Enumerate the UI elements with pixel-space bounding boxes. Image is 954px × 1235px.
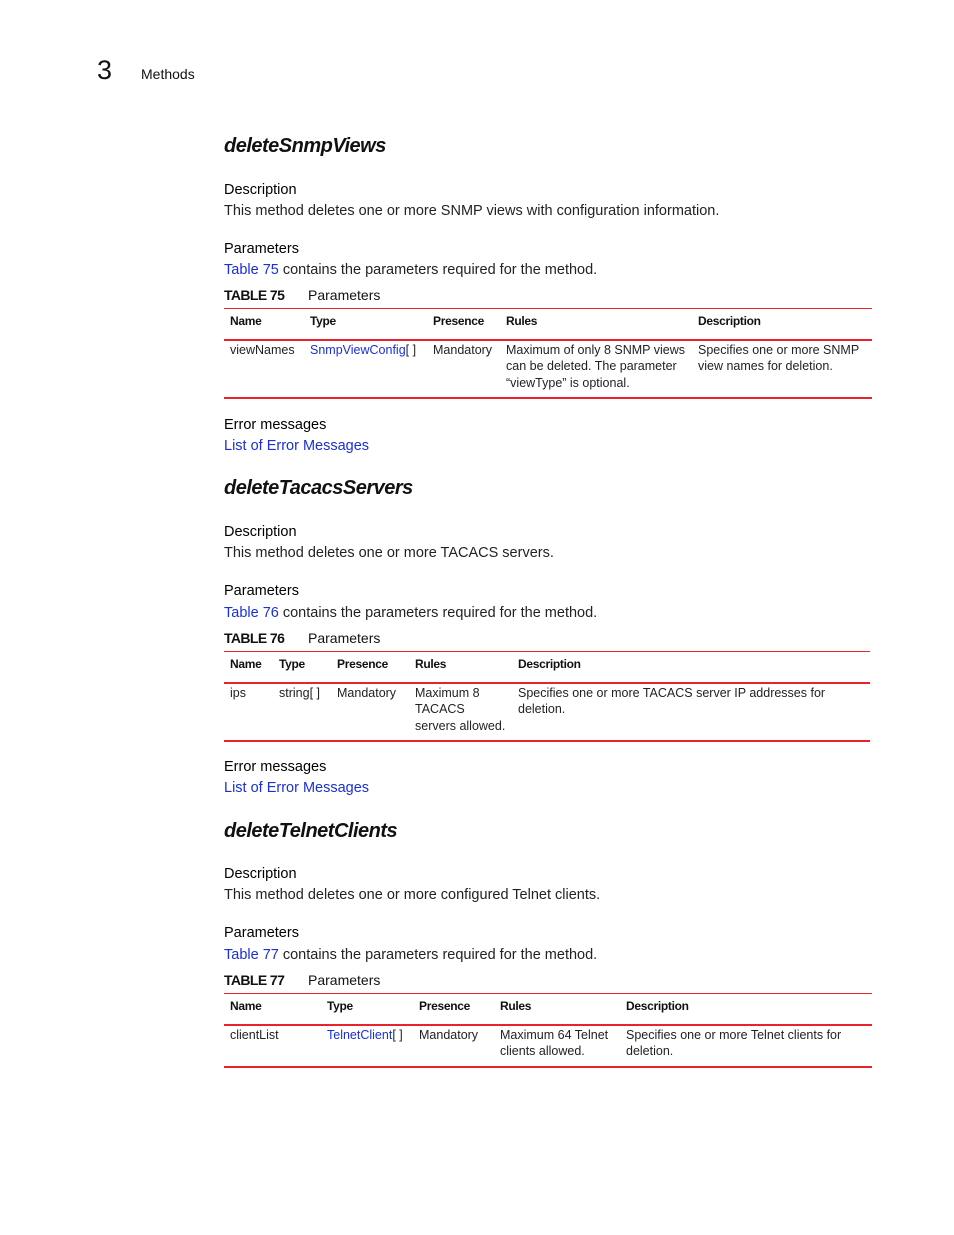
chapter-title: Methods xyxy=(141,66,195,82)
parameters-heading: Parameters xyxy=(224,925,299,941)
type-suffix: [ ] xyxy=(405,342,417,357)
table-caption-text: Parameters xyxy=(308,972,381,988)
column-header-name: Name xyxy=(230,314,262,328)
column-header-presence: Presence xyxy=(433,314,484,328)
table-caption-text: Parameters xyxy=(308,287,381,303)
parameters-heading: Parameters xyxy=(224,241,299,257)
column-header-description: Description xyxy=(698,314,761,328)
cell-type xyxy=(304,340,427,399)
column-header-name: Name xyxy=(230,657,262,671)
parameters-table xyxy=(224,308,872,399)
section-title: deleteTelnetClients xyxy=(224,820,398,842)
table-caption xyxy=(224,629,380,647)
table-number: TABLE 76 xyxy=(224,630,285,646)
description-text: This method deletes one or more SNMP views with configuration information. xyxy=(224,203,720,219)
table-caption xyxy=(224,971,380,989)
column-header-description: Description xyxy=(518,657,581,671)
description-text: This method deletes one or more TACACS servers. xyxy=(224,545,554,561)
table-header-row xyxy=(224,652,870,683)
cell-presence: Mandatory xyxy=(337,685,397,700)
description-heading: Description xyxy=(224,524,297,540)
cell-rules: Maximum 64 Telnet clients allowed. xyxy=(500,1027,609,1058)
cell-rules: Maximum of only 8 SNMP views can be deleted. The parameter “viewType” is optional. xyxy=(506,342,685,390)
table-header-row xyxy=(224,994,872,1025)
table-header-row xyxy=(224,309,872,340)
section-title: deleteSnmpViews xyxy=(224,135,386,157)
description-heading: Description xyxy=(224,182,297,198)
section-delete-snmp-views xyxy=(224,133,872,463)
table-number: TABLE 75 xyxy=(224,287,285,303)
table-number: TABLE 77 xyxy=(224,972,285,988)
column-header-type: Type xyxy=(310,314,336,328)
description-heading: Description xyxy=(224,866,297,882)
table-caption-text: Parameters xyxy=(308,630,381,646)
column-header-type: Type xyxy=(327,999,353,1013)
column-header-rules: Rules xyxy=(506,314,538,328)
column-header-name: Name xyxy=(230,999,262,1013)
table-reference xyxy=(224,261,597,279)
column-header-type: Type xyxy=(279,657,305,671)
section-delete-telnet-clients xyxy=(224,818,872,1078)
parameters-table xyxy=(224,651,870,742)
type-suffix: [ ] xyxy=(392,1027,403,1042)
cell-description: Specifies one or more SNMP view names for deletion. xyxy=(698,342,859,373)
cell-description: Specifies one or more Telnet clients for deletion. xyxy=(626,1027,842,1058)
cell-rules: Maximum 8 TACACS servers allowed. xyxy=(415,685,506,733)
table-reference-text: contains the parameters required for the method. xyxy=(278,605,598,621)
cell-presence: Mandatory xyxy=(433,342,493,357)
table-row xyxy=(224,683,870,742)
cell-name: ips xyxy=(230,685,246,700)
table-row xyxy=(224,1025,872,1067)
column-header-presence: Presence xyxy=(419,999,470,1013)
snmp-view-config-link[interactable]: SnmpViewConfig xyxy=(310,342,406,357)
column-header-presence: Presence xyxy=(337,657,388,671)
section-delete-tacacs-servers xyxy=(224,475,872,805)
table-75-link[interactable]: Table 75 xyxy=(224,262,279,278)
error-messages-heading: Error messages xyxy=(224,759,327,775)
column-header-rules: Rules xyxy=(500,999,532,1013)
table-reference-text: contains the parameters required for the method. xyxy=(278,947,598,963)
cell-name: viewNames xyxy=(230,342,295,357)
column-header-rules: Rules xyxy=(415,657,447,671)
table-reference xyxy=(224,604,597,622)
section-title: deleteTacacsServers xyxy=(224,477,413,499)
cell-presence: Mandatory xyxy=(419,1027,479,1042)
description-text: This method deletes one or more configured Telnet clients. xyxy=(224,887,601,903)
error-messages-heading: Error messages xyxy=(224,417,327,433)
table-caption xyxy=(224,286,380,304)
parameters-heading: Parameters xyxy=(224,583,299,599)
parameters-table xyxy=(224,993,872,1068)
cell-name: clientList xyxy=(230,1027,279,1042)
error-messages-link[interactable]: List of Error Messages xyxy=(224,780,370,796)
telnet-client-link[interactable]: TelnetClient xyxy=(327,1027,393,1042)
table-77-link[interactable]: Table 77 xyxy=(224,947,279,963)
cell-description: Specifies one or more TACACS server IP addresses for deletion. xyxy=(518,685,826,716)
table-reference xyxy=(224,946,597,964)
cell-type xyxy=(273,683,331,742)
table-row xyxy=(224,340,872,399)
error-messages-link[interactable]: List of Error Messages xyxy=(224,438,370,454)
cell-type xyxy=(321,1025,413,1067)
type-suffix: string[ ] xyxy=(279,685,320,700)
column-header-description: Description xyxy=(626,999,689,1013)
table-76-link[interactable]: Table 76 xyxy=(224,605,279,621)
table-reference-text: contains the parameters required for the method. xyxy=(278,262,598,278)
chapter-number: 3 xyxy=(97,55,113,85)
